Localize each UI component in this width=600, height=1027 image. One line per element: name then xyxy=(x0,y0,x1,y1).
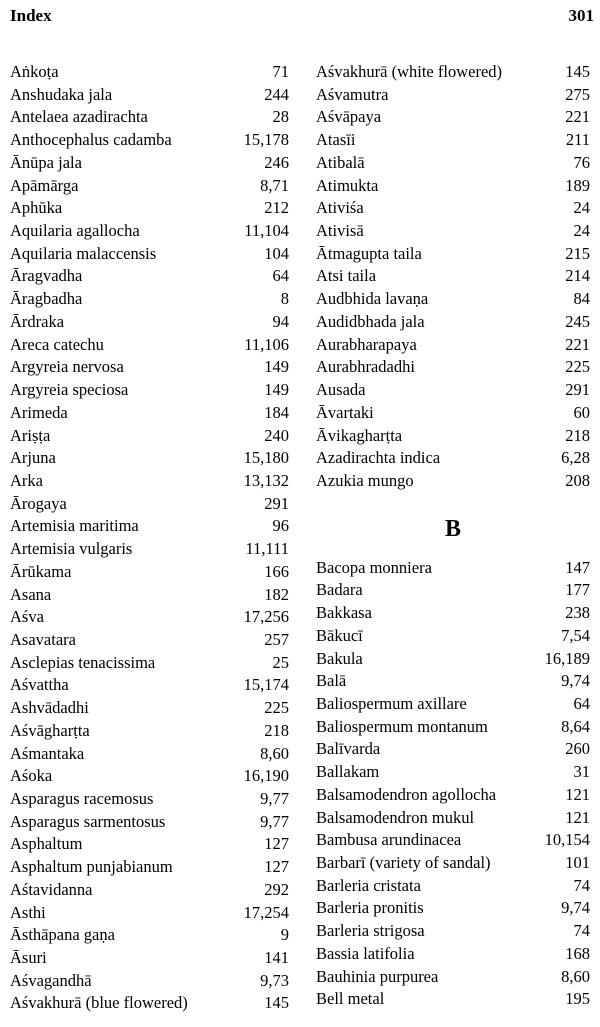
index-term: Aśvagandhā xyxy=(10,970,92,990)
index-term: Anthocephalus cadamba xyxy=(10,130,172,150)
index-page-refs: 84 xyxy=(573,289,590,309)
index-term: Atimukta xyxy=(316,175,379,195)
index-entry xyxy=(10,902,289,925)
index-term: Āvikagharṭta xyxy=(316,425,403,445)
index-page-refs: 15,174 xyxy=(243,675,289,695)
index-column-left xyxy=(10,61,289,1015)
index-page-refs: 9 xyxy=(280,925,289,945)
index-entry xyxy=(10,356,289,379)
index-entry xyxy=(10,402,289,425)
index-term: Bassia latifolia xyxy=(316,943,415,963)
index-term: Aurabhradadhi xyxy=(316,357,415,377)
index-term: Azadirachta indica xyxy=(316,448,441,468)
index-term: Ativisā xyxy=(316,221,364,241)
index-entry xyxy=(10,992,289,1015)
index-page-refs: 15,180 xyxy=(243,448,289,468)
index-entry xyxy=(10,629,289,652)
section-heading-b: B xyxy=(444,515,461,542)
index-term: Barbarī (variety of sandal) xyxy=(316,853,491,872)
index-page-refs: 64 xyxy=(573,693,590,713)
index-term: Asana xyxy=(10,584,52,604)
index-page-refs: 145 xyxy=(565,62,590,81)
index-page-refs: 8,64 xyxy=(561,716,590,736)
index-term: Argyreia speciosa xyxy=(10,380,129,400)
index-term: Aquilaria agallocha xyxy=(10,221,140,241)
page-number: 301 xyxy=(568,6,594,25)
index-term: Ballakam xyxy=(316,762,380,782)
index-term: Ārdraka xyxy=(10,311,65,331)
index-term: Bacopa monniera xyxy=(316,557,432,577)
index-term: Aśvāpaya xyxy=(316,107,382,127)
index-entry xyxy=(316,334,590,357)
index-page-refs: 17,254 xyxy=(243,902,289,922)
index-entry xyxy=(316,425,590,448)
index-page-refs: 8,60 xyxy=(260,743,289,763)
index-term: Ashvādadhi xyxy=(10,698,89,718)
index-entry xyxy=(10,879,289,902)
index-term: Arjuna xyxy=(10,448,56,468)
index-term: Aśoka xyxy=(10,766,53,786)
index-entry xyxy=(316,784,590,807)
index-entry xyxy=(10,447,289,470)
index-page-refs: 291 xyxy=(264,493,289,513)
index-page-refs: 94 xyxy=(272,311,289,331)
index-entry xyxy=(316,379,590,402)
index-entry xyxy=(316,175,590,198)
index-term: Ariṣṭa xyxy=(10,425,51,445)
index-page-refs: 240 xyxy=(264,425,289,445)
index-page-refs: 16,189 xyxy=(544,648,590,668)
index-page-refs: 182 xyxy=(264,584,289,604)
index-term: Aśvattha xyxy=(10,675,69,695)
index-page-refs: 292 xyxy=(264,879,289,899)
index-page-refs: 17,256 xyxy=(243,607,289,627)
index-page-refs: 9,73 xyxy=(260,970,289,990)
index-entry xyxy=(10,947,289,970)
index-page-refs: 28 xyxy=(272,107,289,127)
index-term: Balīvarda xyxy=(316,739,381,759)
index-page-refs: 74 xyxy=(573,875,590,895)
index-page-refs: 8 xyxy=(280,289,289,309)
index-entry xyxy=(316,943,590,966)
index-entry xyxy=(316,897,590,920)
index-page-refs: 221 xyxy=(565,107,590,127)
index-term: Aquilaria malaccensis xyxy=(10,243,157,263)
index-entry xyxy=(10,288,289,311)
index-page-refs: 189 xyxy=(565,175,590,195)
index-entry xyxy=(316,243,590,266)
index-page-refs: 24 xyxy=(573,221,590,241)
index-page-refs: 275 xyxy=(565,84,590,104)
index-page-refs: 15,178 xyxy=(243,130,289,150)
index-page-refs: 291 xyxy=(565,380,590,400)
index-entry xyxy=(316,602,590,625)
index-page-refs: 215 xyxy=(565,243,590,263)
index-term: Apāmārga xyxy=(10,175,79,195)
index-entry xyxy=(316,625,590,648)
index-group-b xyxy=(316,557,590,1011)
page-header xyxy=(10,6,594,30)
index-page-refs: 9,74 xyxy=(561,671,590,691)
index-entry xyxy=(316,579,590,602)
index-page-refs: 121 xyxy=(565,807,590,827)
index-page-refs: 6,28 xyxy=(561,448,590,468)
index-term: Aśtavidanna xyxy=(10,879,93,899)
index-page-refs: 141 xyxy=(264,948,289,968)
index-term: Ārūkama xyxy=(10,561,72,581)
index-entry xyxy=(10,515,289,538)
index-term: Ātmagupta taila xyxy=(316,243,422,263)
index-term: Arimeda xyxy=(10,402,68,422)
index-term: Aṅkoṭa xyxy=(10,62,59,81)
index-term: Bauhinia purpurea xyxy=(316,966,439,986)
index-page-refs: 225 xyxy=(264,698,289,718)
index-entry xyxy=(316,220,590,243)
running-header-title: Index xyxy=(10,6,52,25)
index-term: Aurabharapaya xyxy=(316,334,417,354)
index-entry xyxy=(316,402,590,425)
index-page-refs: 60 xyxy=(573,402,590,422)
index-page-refs: 166 xyxy=(264,561,289,581)
index-term: Bell metal xyxy=(316,989,385,1009)
index-entry xyxy=(10,652,289,675)
index-term: Anshudaka jala xyxy=(10,84,113,104)
index-page-refs: 74 xyxy=(573,921,590,941)
index-page-refs: 225 xyxy=(565,357,590,377)
index-group-a-continued xyxy=(316,61,590,493)
index-entry xyxy=(10,606,289,629)
index-page-refs: 9,74 xyxy=(561,898,590,918)
index-entry xyxy=(316,106,590,129)
index-page-refs: 96 xyxy=(272,516,289,536)
index-entry xyxy=(10,61,289,84)
index-page-refs: 127 xyxy=(264,857,289,877)
index-page-refs: 211 xyxy=(565,130,590,150)
index-page-refs: 212 xyxy=(264,198,289,218)
index-page-refs: 71 xyxy=(272,62,289,81)
index-page-refs: 149 xyxy=(264,380,289,400)
index-page-refs: 121 xyxy=(565,784,590,804)
index-entry xyxy=(316,288,590,311)
index-entry xyxy=(10,129,289,152)
index-entry xyxy=(10,152,289,175)
index-page-refs: 260 xyxy=(565,739,590,759)
index-term: Ānūpa jala xyxy=(10,152,82,172)
index-page-refs: 127 xyxy=(264,834,289,854)
index-page-refs: 64 xyxy=(272,266,289,286)
index-page-refs: 257 xyxy=(264,629,289,649)
index-entry xyxy=(10,379,289,402)
index-term: Artemisia vulgaris xyxy=(10,539,133,559)
index-page-refs: 9,77 xyxy=(260,811,289,831)
index-entry xyxy=(10,970,289,993)
index-term: Atibalā xyxy=(316,152,365,172)
index-page-refs: 104 xyxy=(264,243,289,263)
index-term: Baliospermum axillare xyxy=(316,693,467,713)
index-term: Balsamodendron agollocha xyxy=(316,784,497,804)
index-term: Audidbhada jala xyxy=(316,311,425,331)
index-entry xyxy=(10,743,289,766)
index-term: Barleria pronitis xyxy=(316,898,424,918)
index-term: Balsamodendron mukul xyxy=(316,807,475,827)
index-entry xyxy=(10,311,289,334)
index-entry xyxy=(10,697,289,720)
index-page-refs: 16,190 xyxy=(243,766,289,786)
index-page-refs: 195 xyxy=(565,989,590,1009)
index-entry xyxy=(316,670,590,693)
index-term: Asthi xyxy=(10,902,46,922)
index-entry xyxy=(10,538,289,561)
index-term: Asparagus sarmentosus xyxy=(10,811,166,831)
index-entry xyxy=(316,693,590,716)
index-entry xyxy=(10,856,289,879)
index-page-refs: 25 xyxy=(272,652,289,672)
index-term: Āsthāpana gaṇa xyxy=(10,925,115,945)
index-term: Asavatara xyxy=(10,629,76,649)
index-term: Ausada xyxy=(316,380,366,400)
index-page-refs: 149 xyxy=(264,357,289,377)
index-entry xyxy=(10,425,289,448)
index-page-refs: 147 xyxy=(565,557,590,577)
index-entry xyxy=(316,557,590,580)
index-page-refs: 8,60 xyxy=(561,966,590,986)
index-entry xyxy=(10,833,289,856)
index-entry xyxy=(10,175,289,198)
index-page-refs: 208 xyxy=(565,470,590,490)
index-entry xyxy=(316,852,590,875)
index-page-refs: 145 xyxy=(264,993,289,1013)
index-term: Aśvakhurā (white flowered) xyxy=(316,62,503,81)
index-page-refs: 184 xyxy=(264,402,289,422)
index-entry xyxy=(316,648,590,671)
index-entry xyxy=(316,807,590,830)
index-term: Areca catechu xyxy=(10,334,104,354)
index-entry xyxy=(316,84,590,107)
index-page-refs: 218 xyxy=(565,425,590,445)
index-page-refs: 177 xyxy=(565,580,590,600)
index-term: Aśvāgharṭta xyxy=(10,720,90,740)
index-page-refs: 9,77 xyxy=(260,789,289,808)
index-term: Atsi taila xyxy=(316,266,377,286)
index-entry xyxy=(10,106,289,129)
index-page-refs: 214 xyxy=(565,266,590,286)
index-entry xyxy=(10,197,289,220)
index-entry xyxy=(316,61,590,84)
index-entry xyxy=(316,875,590,898)
index-entry xyxy=(10,334,289,357)
index-page-refs: 7,54 xyxy=(561,625,590,645)
index-term: Bākucī xyxy=(316,625,363,645)
index-entry xyxy=(316,129,590,152)
index-entry xyxy=(316,152,590,175)
index-page-refs: 10,154 xyxy=(544,830,590,850)
index-term: Asphaltum punjabianum xyxy=(10,857,173,877)
index-entry xyxy=(10,84,289,107)
index-term: Arka xyxy=(10,470,43,490)
index-entry xyxy=(316,197,590,220)
index-term: Aphūka xyxy=(10,198,63,218)
index-entry xyxy=(10,220,289,243)
index-page-refs: 11,106 xyxy=(244,334,289,354)
index-term: Barleria strigosa xyxy=(316,921,425,941)
index-term: Badara xyxy=(316,580,363,600)
index-term: Asparagus racemosus xyxy=(10,789,154,808)
index-entry xyxy=(10,674,289,697)
index-term: Antelaea azadirachta xyxy=(10,107,148,127)
index-entry xyxy=(10,811,289,834)
index-entry xyxy=(10,265,289,288)
index-term: Ativiśa xyxy=(316,198,364,218)
index-term: Balā xyxy=(316,671,347,691)
index-page-refs: 13,132 xyxy=(243,470,289,490)
index-term: Āvartaki xyxy=(316,402,374,422)
index-entry xyxy=(316,311,590,334)
index-entry xyxy=(316,356,590,379)
index-entry xyxy=(316,265,590,288)
index-entry xyxy=(316,966,590,989)
index-entry xyxy=(316,738,590,761)
index-entry xyxy=(316,761,590,784)
index-entry xyxy=(316,470,590,493)
index-page-refs: 244 xyxy=(264,84,289,104)
index-page-refs: 168 xyxy=(565,943,590,963)
index-term: Āragvadha xyxy=(10,266,83,286)
index-page-refs: 246 xyxy=(264,152,289,172)
index-entry xyxy=(316,920,590,943)
index-entry xyxy=(316,829,590,852)
index-term: Azukia mungo xyxy=(316,470,414,490)
index-page-refs: 101 xyxy=(565,853,590,872)
index-entry xyxy=(10,924,289,947)
index-term: Aśva xyxy=(10,607,44,627)
index-term: Bambusa arundinacea xyxy=(316,830,462,850)
index-entry xyxy=(10,493,289,516)
index-page-refs: 221 xyxy=(565,334,590,354)
index-page-refs: 245 xyxy=(565,311,590,331)
index-entry xyxy=(10,765,289,788)
index-page-refs: 218 xyxy=(264,720,289,740)
index-term: Bakula xyxy=(316,648,363,668)
index-page-refs: 8,71 xyxy=(260,175,289,195)
index-page-refs: 238 xyxy=(565,603,590,623)
index-entry xyxy=(316,716,590,739)
index-term: Argyreia nervosa xyxy=(10,357,124,377)
index-page-refs: 31 xyxy=(573,762,590,782)
index-page-refs: 11,104 xyxy=(244,221,289,241)
index-term: Āsuri xyxy=(10,948,47,968)
index-term: Aśmantaka xyxy=(10,743,85,763)
index-entry xyxy=(10,584,289,607)
index-term: Atasīi xyxy=(316,130,356,150)
index-term: Audbhida lavaṇa xyxy=(316,289,429,309)
index-term: Barleria cristata xyxy=(316,875,421,895)
index-page-refs: 24 xyxy=(573,198,590,218)
index-entry xyxy=(10,470,289,493)
index-page-refs: 11,111 xyxy=(245,539,289,559)
index-term: Aśvamutra xyxy=(316,84,389,104)
index-term: Asclepias tenacissima xyxy=(10,652,156,672)
index-term: Asphaltum xyxy=(10,834,83,854)
index-entry xyxy=(10,243,289,266)
index-entry xyxy=(10,561,289,584)
index-entry xyxy=(10,720,289,743)
index-page-refs: 76 xyxy=(573,152,590,172)
index-term: Baliospermum montanum xyxy=(316,716,488,736)
index-term: Bakkasa xyxy=(316,603,372,623)
index-term: Ārogaya xyxy=(10,493,67,513)
index-term: Āragbadha xyxy=(10,289,83,309)
index-entry xyxy=(316,988,590,1011)
index-term: Artemisia maritima xyxy=(10,516,139,536)
index-term: Aśvakhurā (blue flowered) xyxy=(10,993,188,1013)
index-entry xyxy=(316,447,590,470)
index-column-right xyxy=(316,61,590,1011)
index-entry xyxy=(10,788,289,811)
